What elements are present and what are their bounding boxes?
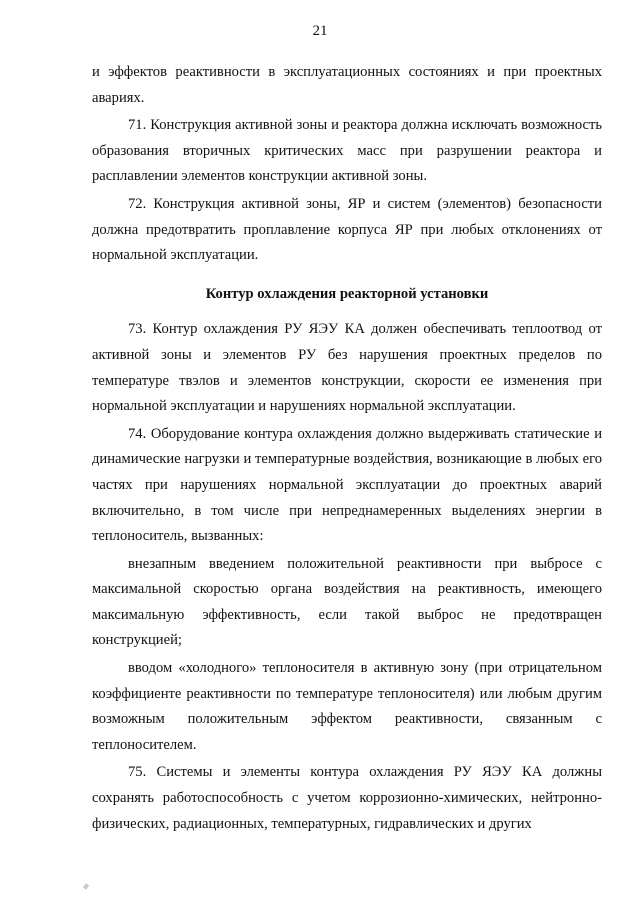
page-number: 21	[312, 23, 328, 39]
paragraph-71: 71. Конструкция активной зоны и реактора должна исключать возможность образования вторичных критических масс при разрушении реактора и расплавлении элементов конструкции активной зоны.	[92, 117, 602, 185]
scan-artifact	[83, 883, 89, 889]
paragraph-continuation: и эффектов реактивности в эксплуатационных состояниях и при проектных авариях.	[92, 64, 602, 106]
section-heading: Контур охлаждения реакторной установки	[205, 285, 489, 302]
list-item-sudden-reactivity: внезапным введением положительной реактивности при выбросе с максимальной скоростью органа воздействия на реактивность, имеющего максимальную эффективность, если такой выброс не предотвращен конструкцией;	[92, 555, 602, 649]
document-body	[92, 60, 602, 837]
paragraph-74: 74. Оборудование контура охлаждения должно выдерживать статические и динамические нагрузки и температурные воздействия, возникающие в любых его частях при нарушениях нормальной эксплуатации до проектных аварий включительно, в том числе при непреднамеренных выделениях энергии в теплоноситель, вызванных:	[92, 425, 602, 545]
paragraph-73: 73. Контур охлаждения РУ ЯЭУ КА должен обеспечивать теплоотвод от активной зоны и элементов РУ без нарушения проектных пределов по температуре твэлов и элементов конструкции, скорости ее изменения при нормальной эксплуатации и нарушениях нормальной эксплуатации.	[92, 321, 602, 415]
paragraph-72: 72. Конструкция активной зоны, ЯР и систем (элементов) безопасности должна предотвратить проплавление корпуса ЯР при любых отклонениях от нормальной эксплуатации.	[92, 195, 602, 264]
list-item-cold-coolant: вводом «холодного» теплоносителя в активную зону (при отрицательном коэффициенте реактивности по температуре теплоносителя) или любым другим возможным положительным эффектом реактивности, связанным с теплоносителем.	[92, 660, 602, 753]
paragraph-75: 75. Системы и элементы контура охлаждения РУ ЯЭУ КА должны сохранять работоспособность с учетом коррозионно-химических, нейтронно-физических, радиационных, температурных, гидравлических и других	[92, 764, 602, 832]
